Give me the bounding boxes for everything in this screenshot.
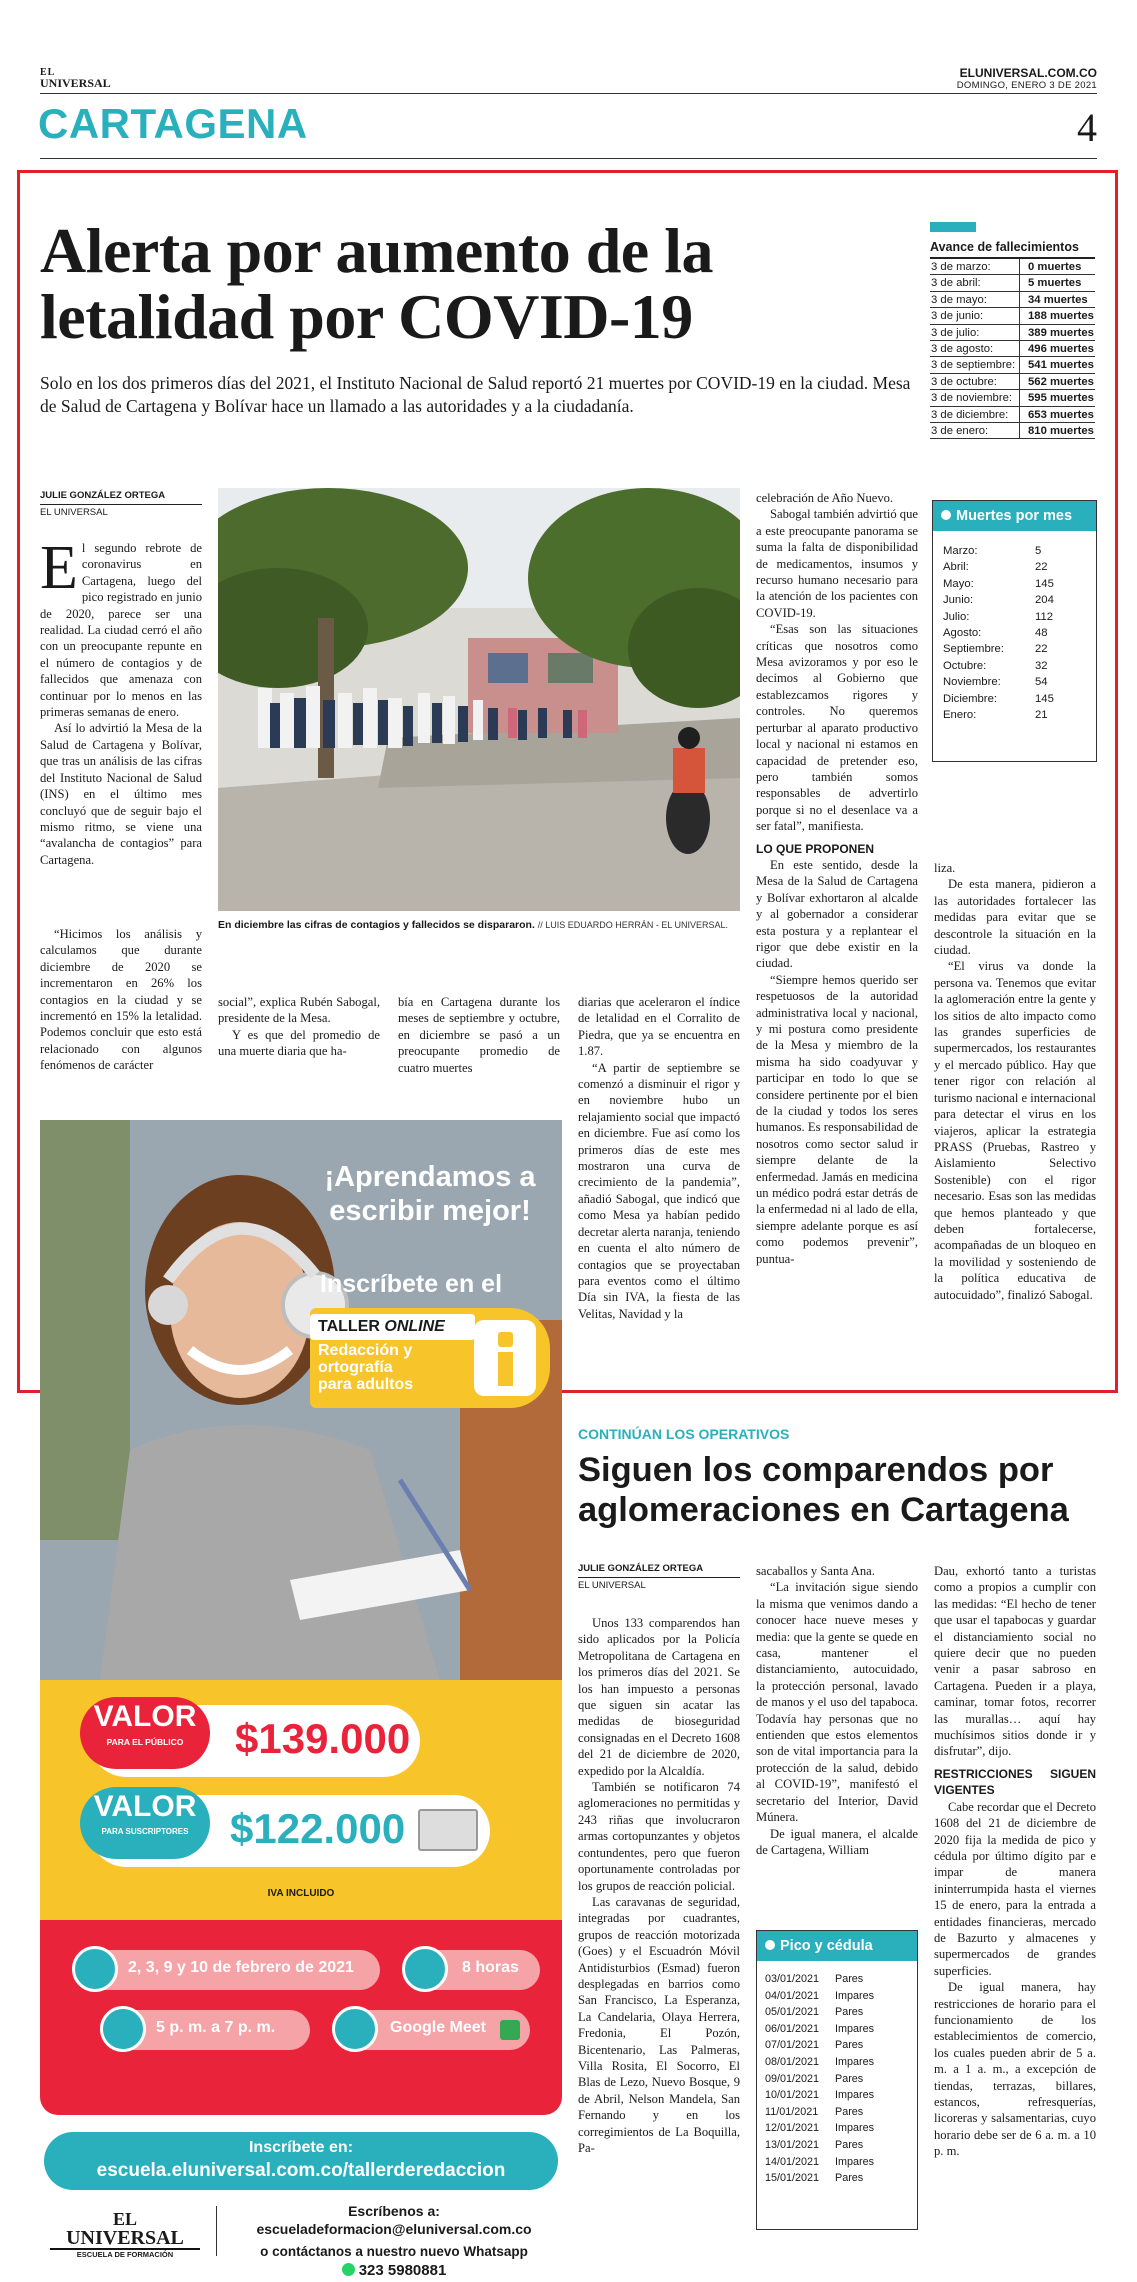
avance-accent bbox=[930, 222, 976, 232]
muertes-month: Abril: bbox=[943, 561, 969, 574]
muertes-value: 21 bbox=[1035, 709, 1048, 722]
pico-value: Impares bbox=[835, 1989, 875, 2002]
pico-date: 09/01/2021 bbox=[765, 2072, 820, 2085]
col6-paragraph-1: liza. bbox=[934, 861, 956, 875]
muertes-month: Agosto: bbox=[943, 627, 982, 640]
muertes-value: 54 bbox=[1035, 676, 1048, 689]
online-label: ONLINE bbox=[384, 1318, 445, 1335]
second-col3-paragraph-3: De igual manera, hay restricciones de horario para el funcionamiento de los establecimientos de comercio, los cuales pueden abrir de 5 a. m. a 1 a. m., a excepción de tiendas, terrazas, billares, estancos, refresquerías, licoreras y salsamentarias, cuyo horario debe ser de 6 a. m. a 10 p. m. bbox=[934, 1980, 1096, 2159]
avance-row bbox=[930, 275, 1095, 291]
muertes-month: Diciembre: bbox=[943, 692, 997, 705]
col5-paragraph-4: En este sentido, desde la Mesa de la Salud de Cartagena y Bolívar exhortaron al alcalde y al gobernador a considerar esta postura y a replantear el rigor que debe existir en la ciudad. bbox=[756, 857, 918, 971]
avance-value: 595 muertes bbox=[1028, 392, 1094, 405]
calendar-icon bbox=[72, 1946, 118, 1992]
second-headline-line2: aglomeraciones en Cartagena bbox=[578, 1491, 1069, 1529]
col6-paragraph-2: De esta manera, pidieron a las autoridades fortalecer las medidas para evitar que se descontrole la situación en la ciudad. bbox=[934, 877, 1096, 958]
photo-caption bbox=[218, 918, 740, 933]
avance-value: 496 muertes bbox=[1028, 342, 1094, 355]
dropcap: E bbox=[40, 540, 78, 602]
muertes-row bbox=[943, 609, 1086, 625]
muertes-row bbox=[943, 674, 1086, 690]
pico-date: 08/01/2021 bbox=[765, 2055, 820, 2068]
pico-row bbox=[765, 2087, 909, 2104]
muertes-value: 32 bbox=[1035, 659, 1048, 672]
avance-value: 541 muertes bbox=[1028, 359, 1094, 372]
inscribete-label: Inscríbete en: bbox=[248, 2139, 354, 2156]
muertes-value: 145 bbox=[1035, 577, 1054, 590]
whatsapp-icon bbox=[342, 2263, 355, 2276]
price-subscribers bbox=[90, 1790, 490, 1867]
author-name: JULIE GONZÁLEZ ORTEGA bbox=[40, 490, 166, 501]
valor-label-public: VALOR bbox=[93, 1700, 197, 1733]
avance-date: 3 de septiembre: bbox=[930, 357, 1020, 372]
main-subtitle: Solo en los dos primeros días del 2021, el Instituto Nacional de Salud reportó 21 muertes por COVID-19 en la ciudad. Mesa de Salud de Cartagena y Bolívar hace un llamado a las autoridades y a la ciudadanía. bbox=[40, 373, 911, 416]
avance-row bbox=[930, 423, 1095, 439]
muertes-value: 5 bbox=[1035, 545, 1042, 557]
muertes-month: Septiembre: bbox=[943, 643, 1004, 656]
ad-logo-sub: ESCUELA DE FORMACIÓN bbox=[76, 2250, 174, 2259]
pico-value: Impares bbox=[835, 2089, 875, 2102]
muertes-mes-list bbox=[933, 531, 1096, 723]
pico-value: Pares bbox=[835, 2006, 864, 2019]
second-col2-paragraph-2: “La invitación sigue siendo la misma que venimos dando a conocer hace nueve meses y media: que la gente se quede en casa, mantener el distanciamiento, autocuidado, la protección personal, lavado de manos y el uso del tapaboca. Todavía hay personas que no entienden que estos elementos son de vital importancia para la protección de la salud, debido al COVID-19”, manifestó el secretario del Interior, David Múnera. bbox=[756, 1580, 918, 1825]
col2-paragraph-1: social”, explica Rubén Sabogal, presidente de la Mesa. bbox=[218, 995, 380, 1026]
avance-row bbox=[930, 341, 1095, 357]
section-rule bbox=[40, 158, 1097, 159]
pico-row bbox=[765, 2037, 909, 2054]
dates-text: 2, 3, 9 y 10 de febrero de 2021 bbox=[128, 1959, 354, 1976]
price-public bbox=[90, 1700, 420, 1777]
byline-rule bbox=[40, 504, 202, 505]
col3-paragraph-1: bía en Cartagena durante los meses de septiembre y octubre, en diciembre se pasó a un preocupante promedio de cuatro muertes bbox=[398, 995, 560, 1074]
pico-bullet-icon bbox=[765, 1940, 775, 1950]
avance-box bbox=[930, 222, 1095, 439]
valor-label-subscribers: VALOR bbox=[93, 1790, 197, 1823]
pico-row bbox=[765, 1988, 909, 2005]
public-label: PARA EL PÚBLICO bbox=[106, 1737, 184, 1747]
avance-title: Avance de fallecimientos bbox=[930, 240, 1095, 259]
col4-paragraph-2: “A partir de septiembre se comenzó a disminuir el rigor y en noviembre hubo un relajamiento social que impactó en diciembre. Fue así como los primeros días de este mes mostraron una curva de crecimiento de la pandemia”, añadió Sabogal, que indicó que como Mesa ya habían pedido decretar alerta naranja, teniendo en cuenta el alto número de contagios que se proyectaban para eventos como el último Día sin IVA, la fiesta de las Velitas, Navidad y la bbox=[578, 1060, 740, 1321]
pico-row bbox=[765, 2071, 909, 2088]
muertes-row bbox=[943, 641, 1086, 657]
public-price: $139.000 bbox=[235, 1715, 411, 1762]
pico-cedula-header bbox=[757, 1931, 917, 1961]
ad-phone[interactable] bbox=[226, 2262, 562, 2280]
platform-text: Google Meet bbox=[390, 2019, 487, 2036]
ad-footer-divider bbox=[216, 2206, 217, 2256]
ad-headline-line1: ¡Aprendamos a bbox=[324, 1161, 536, 1193]
avance-row bbox=[930, 357, 1095, 373]
second-col2-paragraph-1: sacaballos y Santa Ana. bbox=[756, 1564, 875, 1578]
pico-value: Pares bbox=[835, 1973, 864, 1985]
avance-date: 3 de abril: bbox=[930, 275, 1020, 290]
pico-row bbox=[765, 2004, 909, 2021]
muertes-month: Julio: bbox=[943, 610, 970, 623]
pico-date: 14/01/2021 bbox=[765, 2155, 820, 2168]
masthead-logo[interactable] bbox=[40, 68, 111, 88]
page-number: 4 bbox=[1077, 105, 1097, 150]
avance-date: 3 de enero: bbox=[930, 423, 1020, 438]
avance-value: 562 muertes bbox=[1028, 375, 1094, 388]
schedule-dates bbox=[80, 1950, 380, 1990]
masthead-date: DOMINGO, ENERO 3 DE 2021 bbox=[956, 80, 1097, 91]
avance-value: 653 muertes bbox=[1028, 408, 1094, 421]
pico-date: 06/01/2021 bbox=[765, 2022, 820, 2035]
course-line3: para adultos bbox=[318, 1376, 414, 1393]
avance-value: 0 muertes bbox=[1028, 261, 1082, 273]
muertes-value: 112 bbox=[1035, 610, 1054, 623]
muertes-value: 48 bbox=[1035, 627, 1048, 640]
muertes-month: Octubre: bbox=[943, 659, 987, 672]
clock-icon bbox=[402, 1946, 448, 1992]
ad-email[interactable]: escueladeformacion@eluniversal.com.co bbox=[256, 2221, 532, 2237]
muertes-mes-header bbox=[933, 501, 1096, 531]
col5-paragraph-1: celebración de Año Nuevo. bbox=[756, 491, 894, 505]
muertes-month: Noviembre: bbox=[943, 676, 1001, 689]
photo-credit: // LUIS EDUARDO HERRÁN - EL UNIVERSAL. bbox=[537, 920, 729, 930]
avance-date: 3 de junio: bbox=[930, 308, 1020, 323]
second-col-3 bbox=[934, 1563, 1096, 2263]
pico-date: 13/01/2021 bbox=[765, 2138, 820, 2151]
pico-value: Pares bbox=[835, 2072, 864, 2085]
masthead-site[interactable]: ELUNIVERSAL.COM.CO bbox=[959, 66, 1097, 80]
second-kicker: CONTINÚAN LOS OPERATIVOS bbox=[578, 1426, 790, 1442]
second-headline bbox=[578, 1450, 1098, 1530]
pico-value: Impares bbox=[835, 2055, 875, 2068]
pico-value: Pares bbox=[835, 2138, 864, 2151]
col2-paragraph-2: Y es que del promedio de una muerte diaria que ha- bbox=[218, 1027, 380, 1059]
schedule-hours bbox=[410, 1950, 540, 1990]
col1-paragraph-3: “Hicimos los análisis y calculamos que durante diciembre de 2020 se incrementaron en 26% los contagios en la ciudad y se incrementó en 15% la letalidad. Podemos concluir que esto está relacionado con algunos fenómenos de carácter bbox=[40, 927, 202, 1073]
muertes-month: Marzo: bbox=[943, 545, 978, 557]
avance-row bbox=[930, 390, 1095, 406]
col5-paragraph-5: “Siempre hemos querido ser respetuosos de la autoridad administrativa local y nacional, y mi postura como presidente de la Mesa y miembro de la misma ha sido coadyuvar y participar en todo lo que se considere pertinente por el bien de la ciudad y todos los seres humanos. Es responsabilidad de nosotros como sector salud ir siempre delante de la enfermedad. Jamás en medicina un médico podrá estar detrás de la enfermedad ni al lado de ella, siempre adelante porque es así como podemos prevenir”, puntua- bbox=[756, 972, 918, 1266]
avance-date: 3 de octubre: bbox=[930, 374, 1020, 389]
main-col-2 bbox=[218, 994, 380, 1074]
headline-line2: letalidad por COVID-19 bbox=[40, 281, 693, 352]
second-byline-rule bbox=[578, 1577, 740, 1578]
muertes-month: Mayo: bbox=[943, 577, 974, 590]
main-byline bbox=[40, 490, 202, 519]
avance-date: 3 de mayo: bbox=[930, 292, 1020, 307]
second-col3-subhead: RESTRICCIONES SIGUEN VIGENTES bbox=[934, 1766, 1096, 1798]
course-line2: ortografía bbox=[318, 1359, 393, 1376]
col5-paragraph-3: “Esas son las situaciones críticas que nosotros como Mesa avizoramos y por eso le decimos al Gobierno que establezcamos rigores y controles. No queremos perturbar al aparato productivo local y nacional ni estamos en capacidad de pretender eso, pero también somos responsables de advertirlo porque si no el desenlace va a ser fatal”, manifiesta. bbox=[756, 622, 918, 834]
main-col-3 bbox=[398, 994, 560, 1074]
pico-value: Pares bbox=[835, 2039, 864, 2052]
hours-text: 8 horas bbox=[462, 1959, 519, 1976]
avance-value: 34 muertes bbox=[1028, 293, 1088, 306]
second-col3-paragraph-2: Cabe recordar que el Decreto 1608 del 21 de diciembre de 2020 fija la medida de pico y cédula por último dígito par e impar de manera ininterrumpida hasta el viernes 15 de enero, para la entrada a entidades financieras, mercado de Bazurto y almacenes y supermercados de grandes superficies. bbox=[934, 1799, 1096, 1978]
ad-url[interactable]: escuela.eluniversal.com.co/tallerderedaccion bbox=[96, 2160, 506, 2181]
avance-value: 188 muertes bbox=[1028, 310, 1094, 323]
pico-row bbox=[765, 2137, 909, 2154]
pico-value: Pares bbox=[835, 2105, 864, 2118]
muertes-value: 22 bbox=[1035, 643, 1048, 656]
second-col1-paragraph-1: Unos 133 comparendos han sido aplicados por la Policía Metropolitana de Cartagena en los primeros días del 2021. Se los han impuesto a personas que siguen sin acatar las medidas de bioseguridad consignadas en el Decreto 1608 del 21 de diciembre de 2020, expedido por la Alcaldía. bbox=[578, 1616, 740, 1778]
muertes-mes-box bbox=[932, 500, 1097, 762]
pico-date: 04/01/2021 bbox=[765, 1989, 820, 2002]
pico-row bbox=[765, 2154, 909, 2171]
pico-row bbox=[765, 2120, 909, 2137]
muertes-row bbox=[943, 559, 1086, 575]
muertes-value: 204 bbox=[1035, 594, 1054, 607]
course-line1: Redacción y bbox=[318, 1342, 413, 1359]
subscribers-price: $122.000 bbox=[230, 1805, 406, 1852]
avance-row bbox=[930, 407, 1095, 423]
section-title: CARTAGENA bbox=[38, 100, 308, 147]
avance-row bbox=[930, 292, 1095, 308]
time-text: 5 p. m. a 7 p. m. bbox=[156, 2019, 276, 2036]
ad-whatsapp-text: o contáctanos a nuestro nuevo Whatsapp bbox=[260, 2244, 528, 2259]
second-col-1 bbox=[578, 1615, 740, 2275]
pico-date: 07/01/2021 bbox=[765, 2039, 820, 2052]
ad-footer-contact bbox=[226, 2202, 562, 2238]
street-photo bbox=[218, 488, 740, 911]
street-photo-image bbox=[218, 488, 740, 911]
second-author-outlet: EL UNIVERSAL bbox=[578, 1580, 646, 1591]
author-outlet: EL UNIVERSAL bbox=[40, 507, 108, 518]
main-col-4 bbox=[578, 994, 740, 1374]
avance-value: 389 muertes bbox=[1028, 326, 1094, 339]
main-col-5 bbox=[756, 490, 918, 1375]
masthead-rule bbox=[40, 93, 1097, 94]
pico-date: 12/01/2021 bbox=[765, 2122, 820, 2135]
schedule-platform bbox=[340, 2010, 530, 2050]
avance-date: 3 de julio: bbox=[930, 325, 1020, 340]
ad-headline-line2: escribir mejor! bbox=[329, 1195, 531, 1227]
second-col-2 bbox=[756, 1563, 918, 1918]
pico-value: Pares bbox=[835, 2172, 864, 2185]
monitor-icon bbox=[332, 2006, 378, 2052]
muertes-mes-title: Muertes por mes bbox=[956, 508, 1073, 524]
bullet-icon bbox=[941, 510, 951, 520]
avance-row bbox=[930, 325, 1095, 341]
main-col-1b bbox=[40, 926, 202, 1111]
col1-paragraph-2: Así lo advirtió la Mesa de la Salud de Cartagena y Bolívar, que tras un análisis de las cifras del Instituto Nacional de Salud (INS) en el último mes concluyó que de seguir bajo el mismo ritmo, se viene una “avalancha de contagios” para Cartagena. bbox=[40, 721, 202, 867]
second-col3-paragraph-1: Dau, exhortó tanto a turistas como a propios a cumplir con las medidas: “El hecho de tener que usar el tapabocas y guardar el distanciamiento social no quiere decir que no pueden venir a pasar sabroso en Cartagena. Pueden ir a playa, caminar, tomar fotos, recorrer las murallas… aquí hay muchísimos sitios donde ir y disfrutar”, dijo. bbox=[934, 1564, 1096, 1759]
avance-date: 3 de marzo: bbox=[930, 259, 1020, 274]
google-meet-icon bbox=[500, 2020, 520, 2040]
second-byline bbox=[578, 1563, 740, 1592]
avance-value: 810 muertes bbox=[1028, 424, 1094, 437]
ad-footer-logo bbox=[50, 2210, 200, 2260]
muertes-month: Junio: bbox=[943, 594, 974, 607]
muertes-month: Enero: bbox=[943, 709, 977, 722]
avance-value: 5 muertes bbox=[1028, 277, 1082, 290]
ad-url-bar[interactable] bbox=[44, 2132, 558, 2190]
avance-date: 3 de diciembre: bbox=[930, 407, 1020, 422]
muertes-row bbox=[943, 592, 1086, 608]
avance-row bbox=[930, 308, 1095, 324]
ad-logo-line2: UNIVERSAL bbox=[50, 2228, 200, 2250]
ad-cta: Inscríbete en el bbox=[320, 1270, 503, 1298]
subscribers-label: PARA SUSCRIPTORES bbox=[101, 1827, 189, 1836]
main-col-6 bbox=[934, 860, 1096, 1370]
pico-date: 10/01/2021 bbox=[765, 2089, 820, 2102]
info-icon bbox=[474, 1320, 536, 1396]
taller-label: TALLER bbox=[318, 1318, 380, 1335]
escribenos-label: Escríbenos a: bbox=[348, 2203, 440, 2219]
second-col1-paragraph-2: También se notificaron 74 aglomeraciones no permitidas y 243 riñas que involucraron armas cortopunzantes y objetos contundentes, pero que fueron oportunamente controladas por los grupos de reacción policial. bbox=[578, 1780, 740, 1893]
newspaper-icon bbox=[418, 1809, 478, 1851]
avance-row bbox=[930, 374, 1095, 390]
pico-cedula-list bbox=[757, 1961, 917, 2187]
avance-row bbox=[930, 259, 1095, 275]
pico-cedula-box bbox=[756, 1930, 918, 2230]
ad-course-badge[interactable] bbox=[310, 1308, 550, 1408]
logo-line1: EL bbox=[40, 67, 56, 78]
caption-text: En diciembre las cifras de contagios y fallecidos se dispararon. bbox=[218, 919, 535, 931]
pico-row bbox=[765, 2104, 909, 2121]
muertes-row bbox=[943, 576, 1086, 592]
main-col-1 bbox=[40, 540, 202, 925]
muertes-row bbox=[943, 625, 1086, 641]
pico-value: Impares bbox=[835, 2122, 875, 2135]
stopwatch-icon bbox=[100, 2006, 146, 2052]
ad-logo-line1: EL bbox=[112, 2209, 137, 2229]
pico-row bbox=[765, 1971, 909, 1988]
iva-note: IVA INCLUIDO bbox=[267, 1888, 335, 1899]
second-col1-paragraph-3: Las caravanas de seguridad, integradas por cuadrantes, grupos de reacción motorizada (Goes) y el Escuadrón Móvil Antidisturbios (Esmad) fueron desplegadas en barrios como San Francisco, La Esperanza, La Candelaria, Olaya Herrera, Fredonia, El Pozón, Bicentenario, Las Palmeras, Villa Rosita, El Socorro, El Blas de Lezo, Nuevo Bosque, 9 de Abril, Nelson Mandela, San Fernando y en los corregimientos de La Boquilla, Pa- bbox=[578, 1894, 740, 2155]
muertes-row bbox=[943, 691, 1086, 707]
muertes-value: 22 bbox=[1035, 561, 1048, 574]
muertes-row bbox=[943, 658, 1086, 674]
pico-value: Impares bbox=[835, 2155, 875, 2168]
pico-date: 03/01/2021 bbox=[765, 1973, 820, 1985]
col5-paragraph-2: Sabogal también advirtió que a este preocupante panorama se suma la falta de disponibilidad de medicamentos, insumos y recurso humano necesario para la atención de los pacientes con COVID-19. bbox=[756, 507, 918, 620]
avance-date: 3 de noviembre: bbox=[930, 390, 1020, 405]
pico-row bbox=[765, 2054, 909, 2071]
avance-table bbox=[930, 259, 1095, 439]
pico-date: 11/01/2021 bbox=[765, 2105, 819, 2118]
second-headline-line1: Siguen los comparendos por bbox=[578, 1451, 1054, 1489]
muertes-row bbox=[943, 707, 1086, 723]
second-col2-paragraph-3: De igual manera, el alcalde de Cartagena, William bbox=[756, 1826, 918, 1857]
pico-row bbox=[765, 2170, 909, 2187]
avance-date: 3 de agosto: bbox=[930, 341, 1020, 356]
pico-date: 05/01/2021 bbox=[765, 2006, 820, 2019]
schedule-time bbox=[110, 2010, 310, 2050]
pico-cedula-title: Pico y cédula bbox=[780, 1938, 873, 1954]
second-author-name: JULIE GONZÁLEZ ORTEGA bbox=[578, 1563, 704, 1574]
col5-subhead: LO QUE PROPONEN bbox=[756, 841, 875, 856]
col1-paragraph-1: El segundo rebrote de coronavirus en Cartagena, luego del pico registrado en junio de 2020, parece ser una realidad. La ciudad cerró el año con un preocupante repunte en el número de contagios y de fallecidos que amenaza con continuar por lo menos en las primeras semanas de enero. bbox=[40, 540, 202, 720]
col6-paragraph-3: “El virus va donde la persona va. Tenemos que evitar la aglomeración entre la gente y los sitios de alto impacto como las grandes superficies de supermercados, los restaurantes y el mercado público. Hay que tener rigor con relación al turismo nacional e internacional para detectar el virus en los viajeros, aplicar la estrategia PRASS (Pruebas, Rastreo y Aislamiento Selectivo Sostenible) con el rigor necesario. Esas son las medidas que hemos planteado y que deben fortalecerse, acompañadas de un bloqueo en la movilidad y sosteniendo de la política educativa de autocuidado”, finalizó Sabogal. bbox=[934, 959, 1096, 1302]
taller-advertisement[interactable] bbox=[40, 1120, 562, 2260]
phone-number: 323 5980881 bbox=[358, 2262, 447, 2279]
pico-row bbox=[765, 2021, 909, 2038]
main-headline bbox=[40, 215, 920, 352]
ad-headline bbox=[300, 1160, 560, 1228]
muertes-value: 145 bbox=[1035, 692, 1054, 705]
col4-paragraph-1: diarias que aceleraron el índice de letalidad en el Corralito de Piedra, que ya se encuentra en 1.87. bbox=[578, 995, 740, 1059]
pico-value: Impares bbox=[835, 2022, 875, 2035]
logo-line2: UNIVERSAL bbox=[40, 76, 111, 90]
pico-date: 15/01/2021 bbox=[765, 2172, 820, 2185]
headline-line1: Alerta por aumento de la bbox=[40, 215, 713, 286]
muertes-row bbox=[943, 543, 1086, 559]
